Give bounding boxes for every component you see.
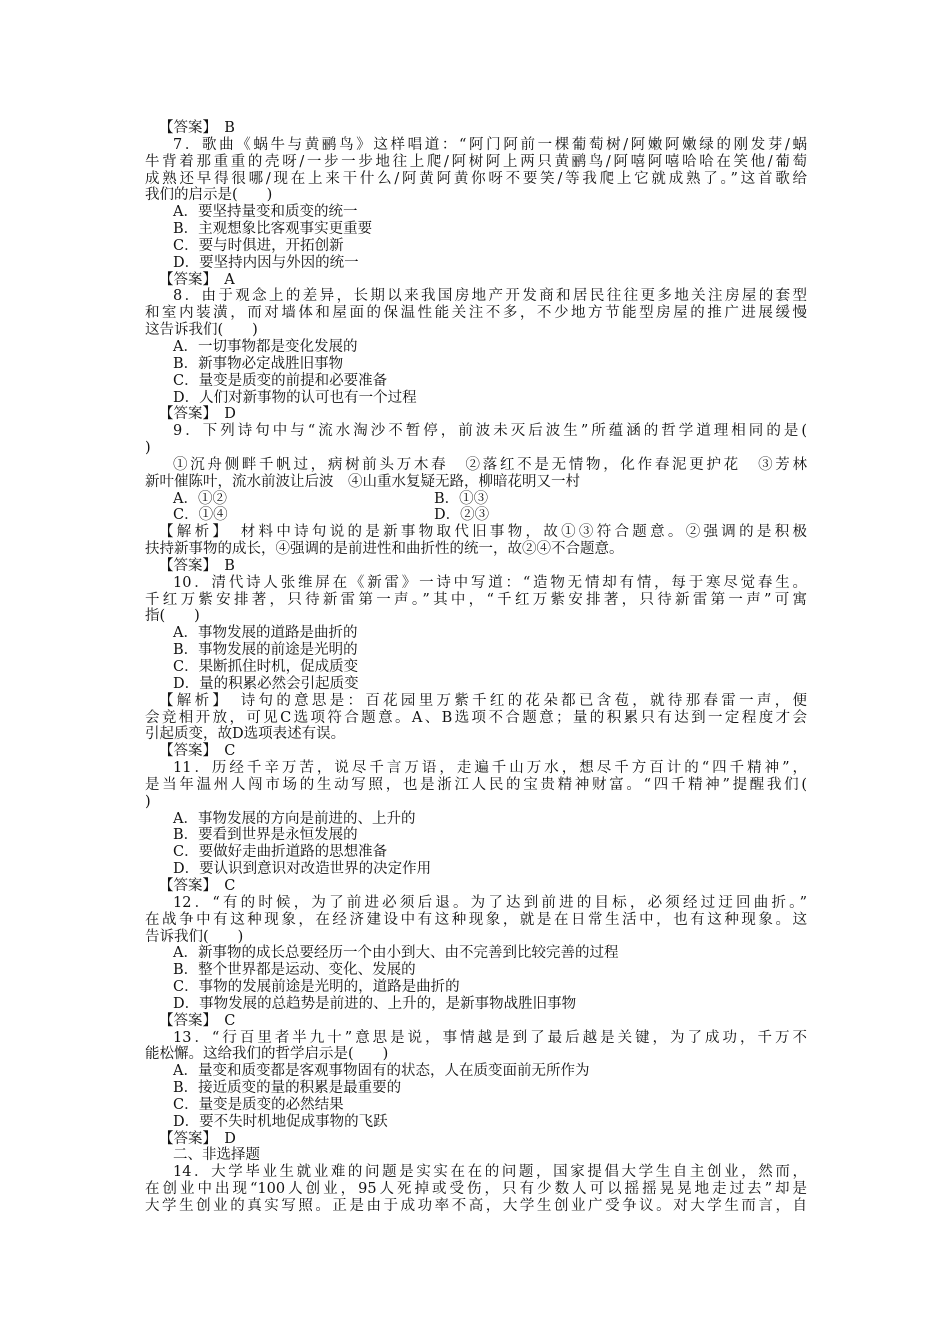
text-line: 新叶催陈叶，流水前波让后波 ④山重水复疑无路，柳暗花明又一村 [145, 473, 580, 490]
text-line: C．果断抓住时机，促成质变 [173, 659, 359, 675]
text-line: 大学生创业的真实写照。正是由于成功率不高，大学生创业广受争议。对大学生而言，自 [145, 1198, 807, 1214]
option-text: C．①④ [173, 507, 228, 524]
text-line: 14．大学毕业生就业难的问题是实实在在的问题，国家提倡大学生自主创业，然而， [173, 1164, 807, 1181]
text-line: 【答案】 D [159, 406, 236, 423]
text-line: 12．“有的时候，为了前进必须后退。为了达到前进的目标，必须经过迂回曲折。” [173, 894, 807, 911]
text-line: C．量变是质变的前提和必要准备 [173, 372, 388, 389]
text-line: 【答案】 B [159, 120, 235, 136]
text-line: 【答案】 C [159, 877, 236, 894]
text-line: 引起质变，故D选项表述有误。 [145, 726, 346, 743]
text-line: 成熟还早得很哪/现在上来干什么/阿黄阿黄你呀不要笑/等我爬上它就成熟了。”这首歌给 [145, 170, 807, 187]
document-page [145, 120, 807, 1215]
text-line: 【答案】 C [159, 743, 236, 760]
text-line: 是当年温州人闯市场的生动写照，也是浙江人民的宝贵精神财富。“四千精神”提醒我们( [145, 776, 807, 793]
text-line: B．接近质变的量的积累是最重要的 [173, 1080, 402, 1097]
text-line: 在创业中出现“100人创业，95人死掉或受伤，只有少数人可以摇摇晃晃地走过去”却是 [145, 1181, 807, 1198]
text-line: D．人们对新事物的认可也有一个过程 [173, 389, 417, 406]
text-line: C．要做好走曲折道路的思想准备 [173, 844, 388, 861]
text-line: 千红万紫安排著，只待新雷第一声。”其中，“千红万紫安排著，只待新雷第一声”可寓 [145, 591, 807, 608]
text-line: B．要看到世界是永恒发展的 [173, 827, 358, 844]
text-line: 7．歌曲《蜗牛与黄鹂鸟》这样唱道：“阿门阿前一棵葡萄树/阿嫩阿嫩绿的刚发芽/蜗 [173, 136, 807, 153]
text-line: D．要坚持内因与外因的统一 [173, 254, 359, 271]
text-line: 告诉我们( ) [145, 928, 244, 945]
text-line: ①沉舟侧畔千帆过，病树前头万木春 ②落红不是无情物，化作春泥更护花 ③芳林 [173, 456, 807, 473]
text-line: 【解析】 材料中诗句说的是新事物取代旧事物，故①③符合题意。②强调的是积极 [159, 524, 807, 541]
text-line: A．事物发展的道路是曲折的 [173, 625, 358, 642]
text-line: A．量变和质变都是客观事物固有的状态，人在质变面前无所作为 [173, 1063, 590, 1080]
option-text: A．①② [173, 490, 227, 507]
text-line: 9．下列诗句中与“流水淘沙不暂停，前波未灭后波生”所蕴涵的哲学道理相同的是( [173, 423, 807, 440]
text-line: B．主观想象比客观事实更重要 [173, 221, 373, 238]
text-line: D．要不失时机地促成事物的飞跃 [173, 1113, 388, 1130]
text-line: 和室内装潢，而对墙体和屋面的保温性能关注不多，不少地方节能型房屋的推广进展缓慢 [145, 305, 807, 322]
text-line: A．新事物的成长总要经历一个由小到大、由不完善到比较完善的过程 [173, 945, 619, 962]
text-line: C．量变是质变的必然结果 [173, 1096, 344, 1113]
text-line: D．量的积累必然会引起质变 [173, 675, 359, 692]
text-line: ) [145, 440, 151, 457]
text-line: 10．清代诗人张维屏在《新雷》一诗中写道：“造物无情却有情，每于寒尽觉春生。 [173, 574, 807, 591]
text-line: 指( ) [145, 608, 200, 625]
text-line: 【答案】 A [159, 271, 235, 288]
option-pair-line [145, 491, 807, 508]
text-line: B．事物发展的前途是光明的 [173, 642, 358, 659]
text-line: B．整个世界都是运动、变化、发展的 [173, 962, 416, 979]
text-line: 13．“行百里者半九十”意思是说，事情越是到了最后越是关键，为了成功，千万不 [173, 1029, 807, 1046]
text-line: 【答案】 C [159, 1012, 236, 1029]
text-line: A．事物发展的方向是前进的、上升的 [173, 810, 416, 827]
option-text: D．②③ [434, 507, 490, 524]
option-text: B．①③ [434, 490, 489, 507]
text-line: 【答案】 D [159, 1130, 236, 1147]
text-line: 我们的启示是( ) [145, 187, 273, 204]
text-line: 【解析】 诗句的意思是：百花园里万紫千红的花朵都已含苞，就待那春雷一声，便 [159, 692, 807, 709]
text-line: 会竞相开放，可见C选项符合题意。A、B选项不合题意；量的积累只有达到一定程度才会 [145, 709, 807, 726]
text-line: D．要认识到意识对改造世界的决定作用 [173, 861, 432, 878]
text-line: 扶持新事物的成长，④强调的是前进性和曲折性的统一，故②④不合题意。 [145, 541, 624, 558]
text-line: 二、非选择题 [173, 1147, 260, 1164]
text-line: 【答案】 B [159, 557, 235, 574]
text-line: C．要与时俱进，开拓创新 [173, 237, 344, 254]
text-line: ) [145, 793, 151, 810]
text-line: B．新事物必定战胜旧事物 [173, 355, 344, 372]
text-line: 这告诉我们( ) [145, 322, 258, 339]
text-line: A．一切事物都是变化发展的 [173, 338, 358, 355]
text-line: A．要坚持量变和质变的统一 [173, 204, 358, 221]
text-line: 8．由于观念上的差异，长期以来我国房地产开发商和居民往往更多地关注房屋的套型 [173, 288, 807, 305]
text-line: 在战争中有这种现象，在经济建设中有这种现象，就是在日常生活中，也有这种现象。这 [145, 911, 807, 928]
text-line: D．事物发展的总趋势是前进的、上升的，是新事物战胜旧事物 [173, 995, 577, 1012]
option-pair-line [145, 507, 807, 524]
text-line: 能松懈。这给我们的哲学启示是( ) [145, 1046, 389, 1063]
text-line: C．事物的发展前途是光明的，道路是曲折的 [173, 979, 460, 996]
text-line: 11．历经千辛万苦，说尽千言万语，走遍千山万水，想尽千方百计的“四千精神”， [173, 760, 807, 777]
text-line: 牛背着那重重的壳呀/一步一步地往上爬/阿树阿上两只黄鹂鸟/阿嘻阿嘻哈哈在笑他/葡萄 [145, 153, 807, 170]
